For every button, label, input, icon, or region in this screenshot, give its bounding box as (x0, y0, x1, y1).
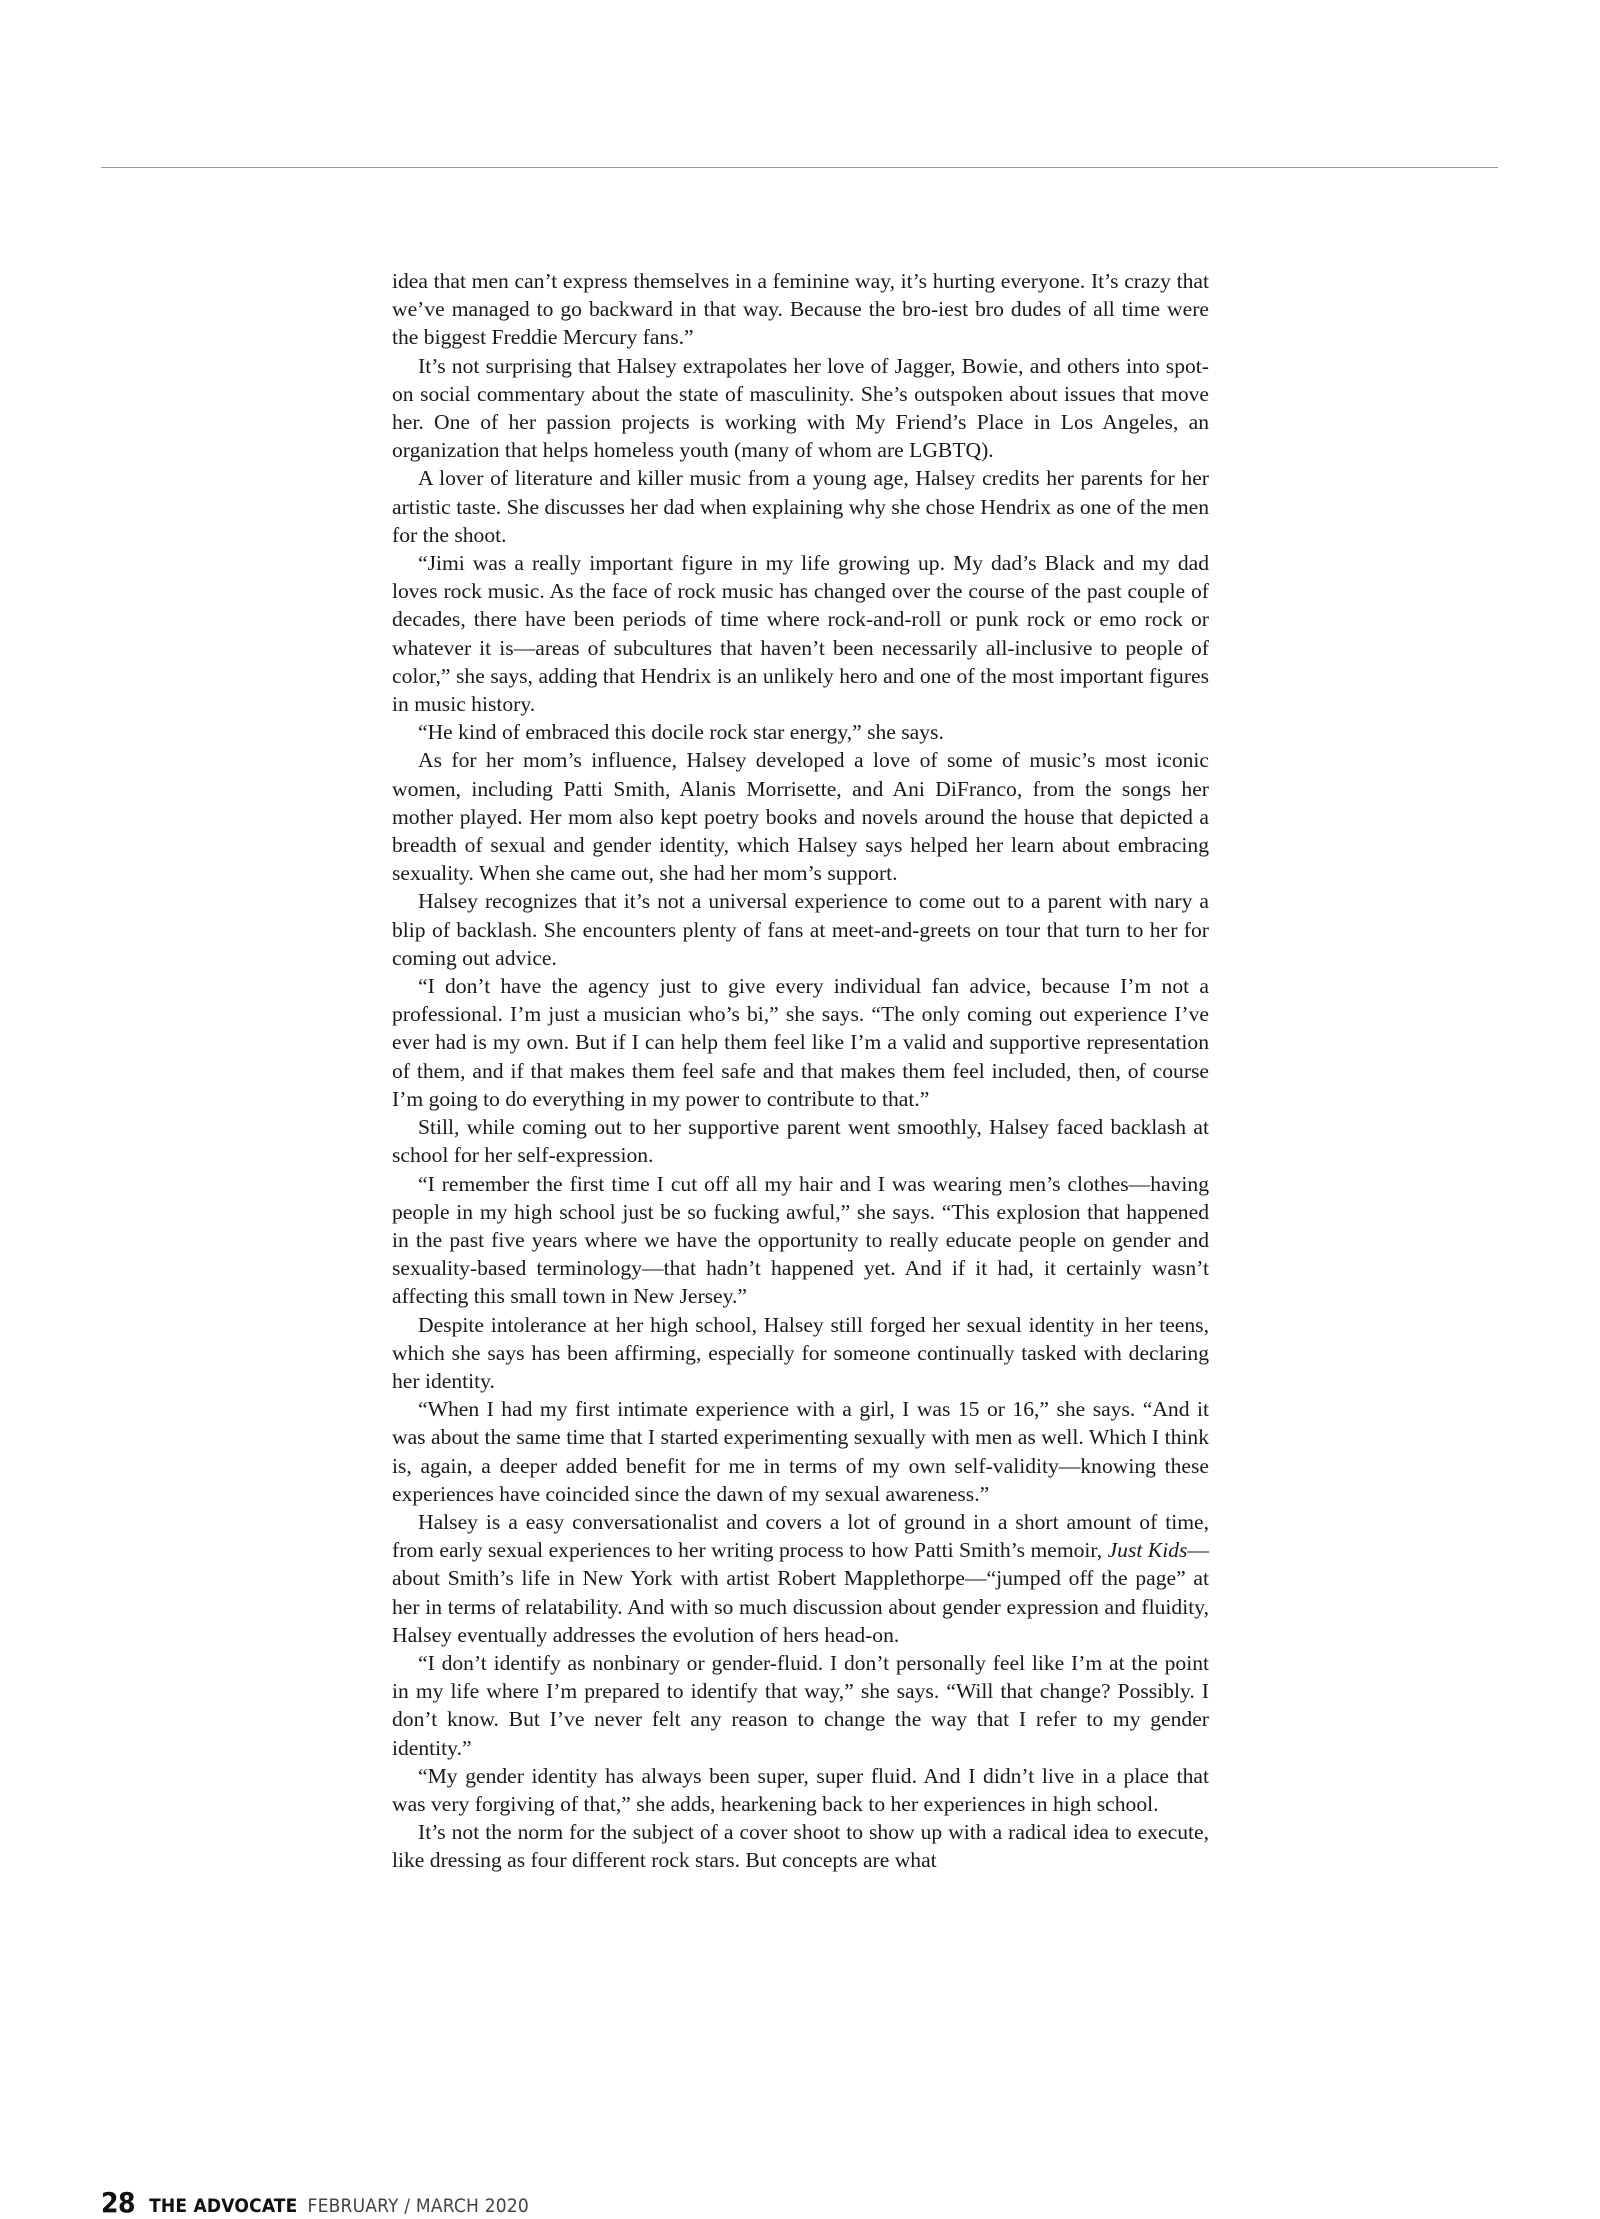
paragraph-15: “My gender identity has always been super, super fluid. And I didn’t live in a place that was very forgiving of that,” she adds, hearkening back to her experiences in high school. (392, 1763, 1209, 1816)
paragraph-5: “He kind of embraced this docile rock star energy,” she says. (418, 720, 944, 745)
paragraph-12: “When I had my first intimate experience with a girl, I was 15 or 16,” she says. “And it was about the same time that I started experimenting sexually with men as well. Which I think is, again, a deeper added benefit for me in terms of my own self-validity—knowing these experiences have coincided since the dawn of my sexual awareness.” (392, 1397, 1209, 1506)
paragraph-8: “I don’t have the agency just to give every individual fan advice, because I’m not a professional. I’m just a musician who’s bi,” she says. “The only coming out experience I’ve ever had is my own. But if I can help them feel like I’m a valid and supportive representation of them, and if that makes them feel safe and that makes them feel included, then, of course I’m going to do everything in my power to contribute to that.” (392, 974, 1209, 1111)
publication-name: THE ADVOCATE (149, 2195, 298, 2217)
issue-date: FEBRUARY / MARCH 2020 (307, 2195, 529, 2217)
page-footer (101, 2186, 529, 2219)
paragraph-16: It’s not the norm for the subject of a cover shoot to show up with a radical idea to execute, like dressing as four different rock stars. But concepts are what (392, 1820, 1209, 1873)
paragraph-14: “I don’t identify as nonbinary or gender-fluid. I don’t personally feel like I’m at the point in my life where I’m prepared to identify that way,” she says. “Will that change? Possibly. I don’t know. But I’ve never felt any reason to change the way that I refer to my gender identity.” (392, 1650, 1209, 1760)
paragraph-4: “Jimi was a really important figure in my life growing up. My dad’s Black and my dad loves rock music. As the face of rock music has changed over the course of the past couple of decades, there have been periods of time where rock-and-roll or punk rock or emo rock or whatever it is—areas of subcultures that haven’t been necessarily all-inclusive to people of color,” she says, adding that Hendrix is an unlikely hero and one of the most important figures in music history. (392, 551, 1209, 717)
paragraph-13-before: Halsey is a easy conversationalist and covers a lot of ground in a short amount of time, from early sexual experiences to her writing process to how Patti Smith’s memoir, (392, 1509, 1209, 1563)
paragraph-7: Halsey recognizes that it’s not a universal experience to come out to a parent with nary a blip of backlash. She encounters plenty of fans at meet-and-greets on tour that turn to her for coming out advice. (392, 889, 1209, 970)
paragraph-13-after: —about Smith’s life in New York with artist Robert Mapplethorpe—“jumped off the page” at her in terms of relatability. And with so much discussion about gender expression and fluidity, Halsey eventually addresses the evolution of hers head-on. (392, 1538, 1209, 1647)
paragraph-3: A lover of literature and killer music from a young age, Halsey credits her parents for her artistic taste. She discusses her dad when explaining why she chose Hendrix as one of the men for the shoot. (392, 466, 1209, 547)
paragraph-6: As for her mom’s influence, Halsey developed a love of some of music’s most iconic women, including Patti Smith, Alanis Morrisette, and Ani DiFranco, from the songs her mother played. Her mom also kept poetry books and novels around the house that depicted a breadth of sexual and gender identity, which Halsey says helped her learn about embracing sexuality. When she came out, she had her mom’s support. (392, 748, 1209, 886)
paragraph-9: Still, while coming out to her supportive parent went smoothly, Halsey faced backlash at school for her self-expression. (392, 1115, 1209, 1168)
article-body (392, 267, 1209, 1875)
header-rule (101, 167, 1498, 168)
paragraph-1: idea that men can’t express themselves in a feminine way, it’s hurting everyone. It’s crazy that we’ve managed to go backward in that way. Because the bro-iest bro dudes of all time were the biggest Freddie Mercury fans.” (392, 269, 1209, 350)
paragraph-11: Despite intolerance at her high school, Halsey still forged her sexual identity in her teens, which she says has been affirming, especially for someone continually tasked with declaring her identity. (392, 1312, 1209, 1393)
book-title: Just Kids (1107, 1538, 1188, 1563)
paragraph-10: “I remember the first time I cut off all my hair and I was wearing men’s clothes—having people in my high school just be so fucking awful,” she says. “This explosion that happened in the past five years where we have the opportunity to really educate people on gender and sexuality-based terminology—that hadn’t happened yet. And if it had, it certainly wasn’t affecting this small town in New Jersey.” (392, 1171, 1209, 1309)
page-number: 28 (101, 2186, 136, 2219)
paragraph-13 (392, 1508, 1209, 1649)
paragraph-2: It’s not surprising that Halsey extrapolates her love of Jagger, Bowie, and others into spot-on social commentary about the state of masculinity. She’s outspoken about issues that move her. One of her passion projects is working with My Friend’s Place in Los Angeles, an organization that helps homeless youth (many of whom are LGBTQ). (392, 353, 1209, 463)
